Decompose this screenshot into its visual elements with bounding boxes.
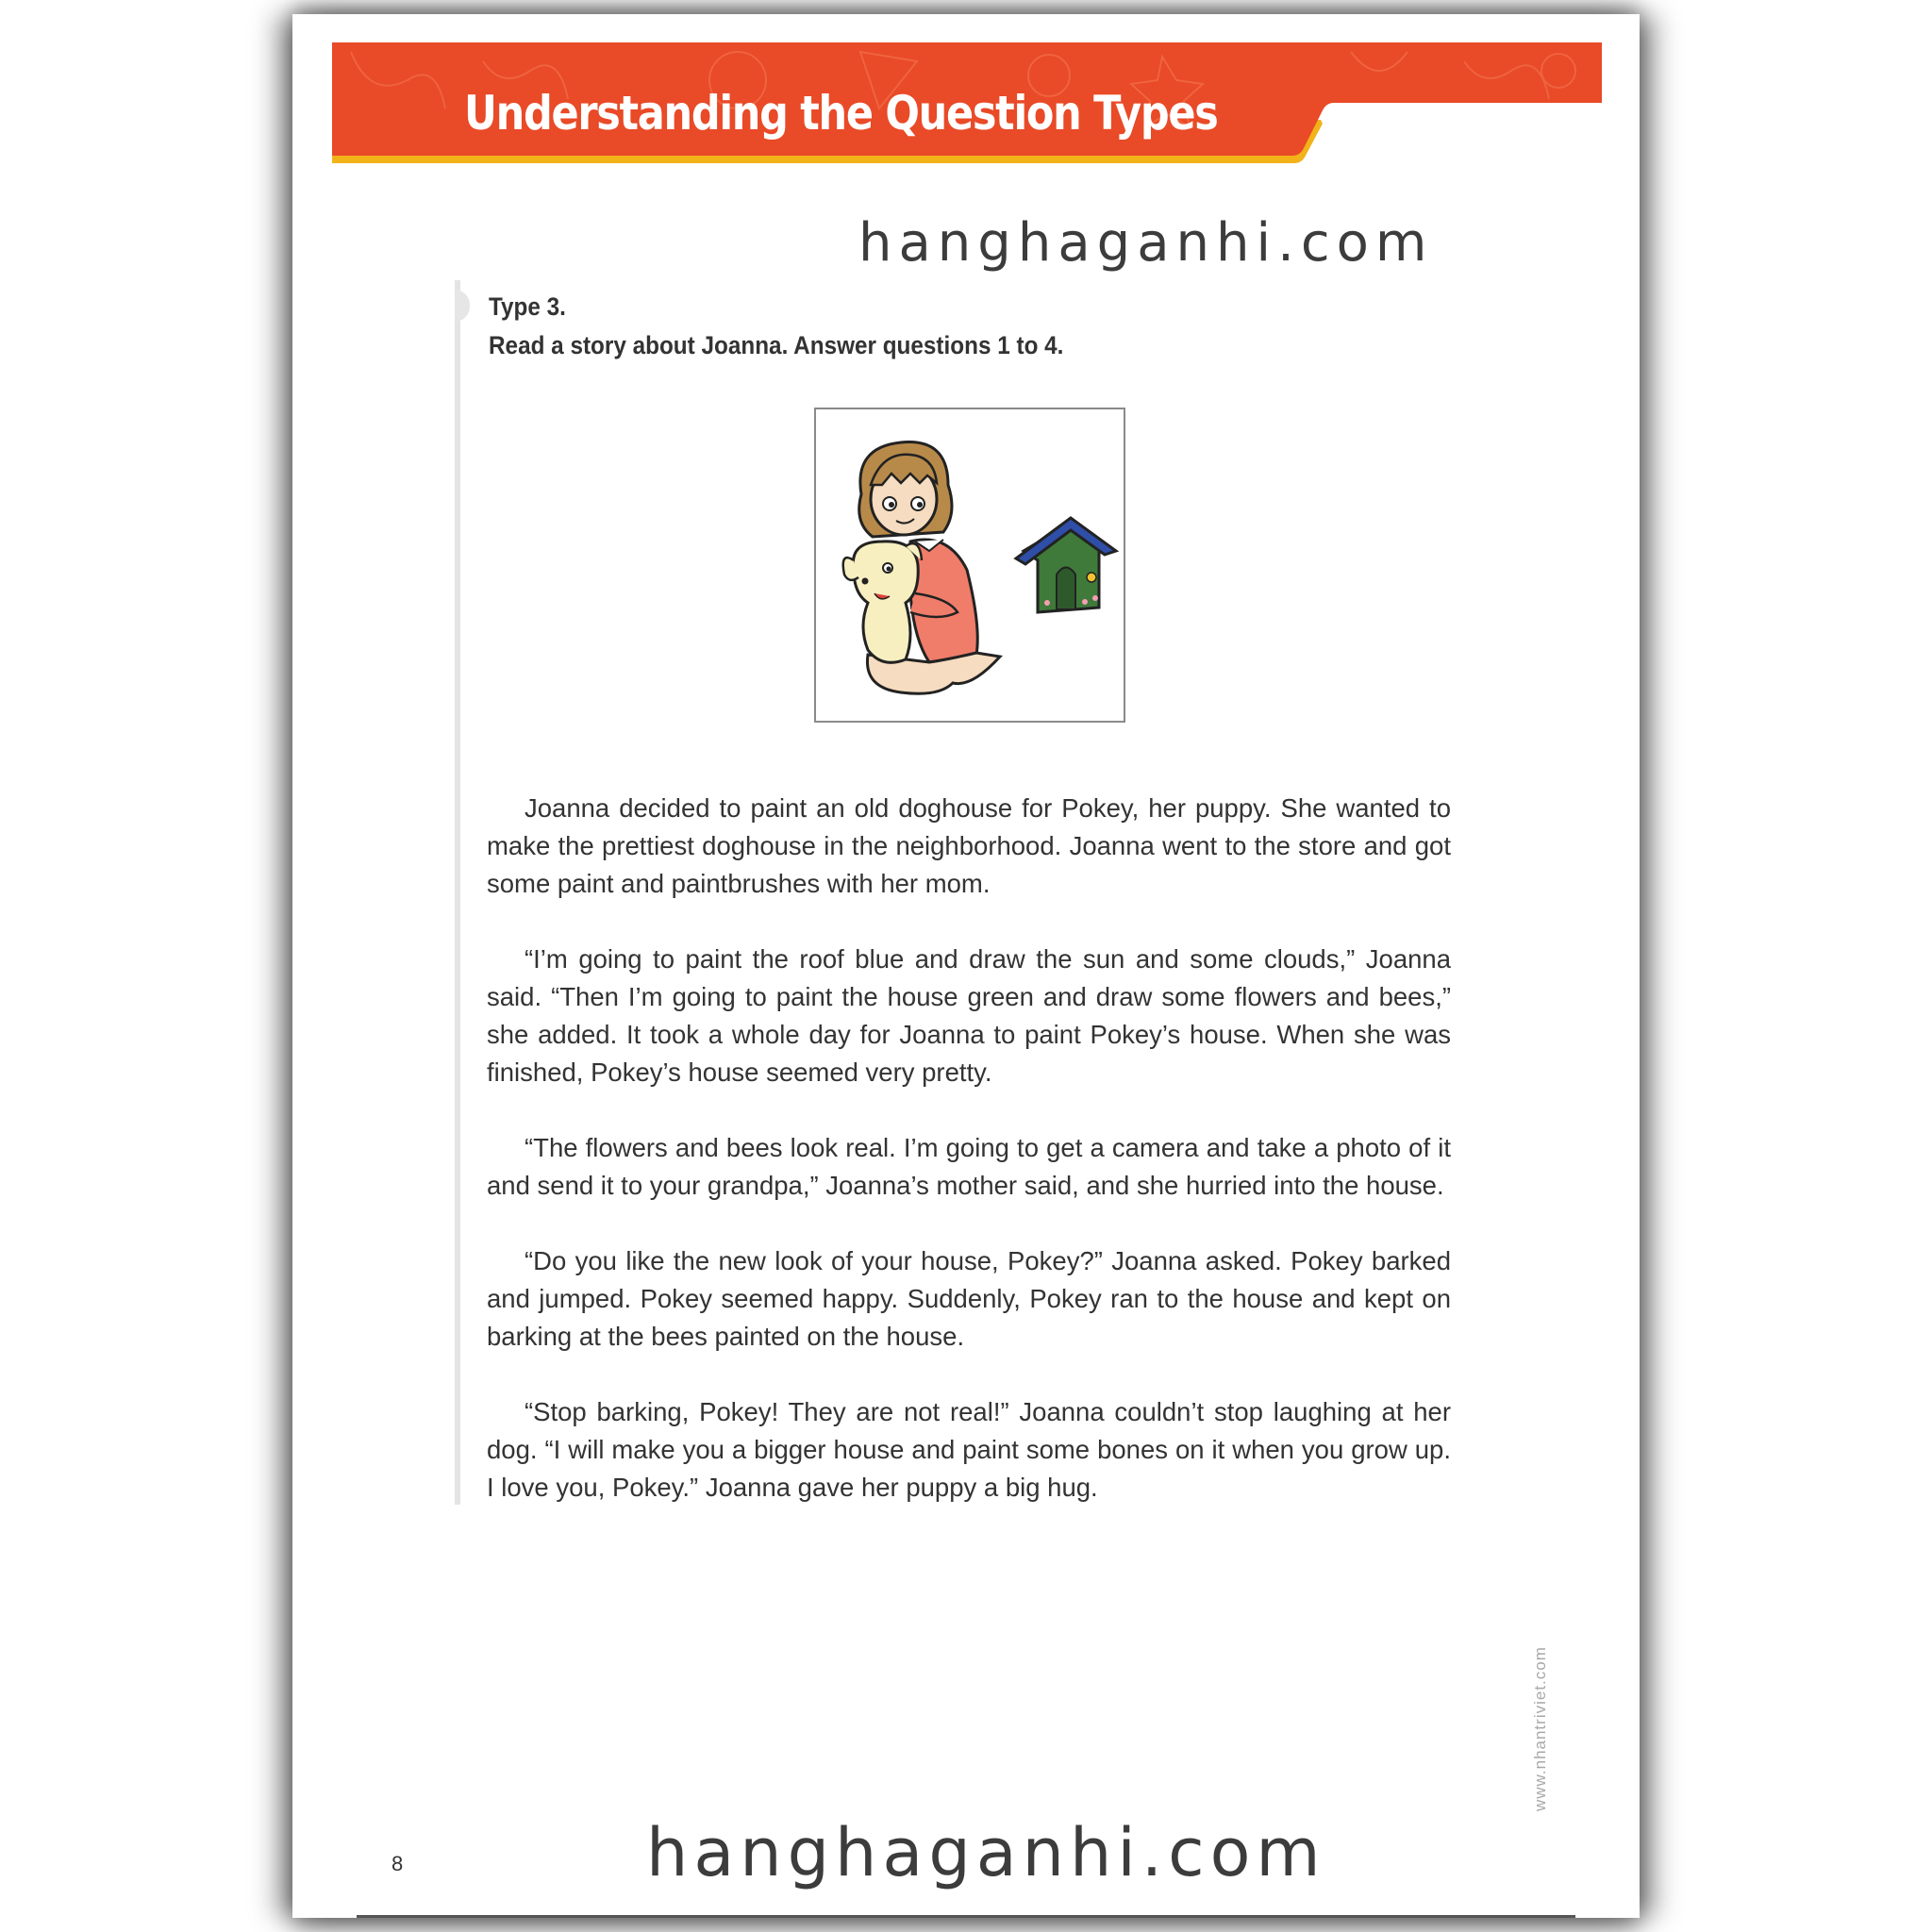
- story-paragraph-5: “Stop barking, Pokey! They are not real!” Joanna couldn’t stop laughing at her dog. “I will make you a bigger house and paint some bones on it when you grow up. I love you, Pokey.” Joanna gave her puppy a big hug.: [487, 1397, 1451, 1502]
- watermark-bottom: hanghaganhi.com: [646, 1814, 1326, 1891]
- page-number: 8: [391, 1852, 404, 1875]
- page-bottom-rule: [357, 1915, 1575, 1918]
- question-type-heading: Type 3.: [489, 292, 566, 321]
- story-paragraph-4: “Do you like the new look of your house, Pokey?” Joanna asked. Pokey barked and jumped. Pokey seemed happy. Suddenly, Pokey ran to the house and kept on barking at the bees painted on the house.: [487, 1246, 1451, 1351]
- story-text: [487, 790, 1451, 1544]
- watermark-top: hanghaganhi.com: [858, 212, 1434, 274]
- section-banner: [332, 42, 1602, 165]
- story-paragraph-3: “The flowers and bees look real. I’m going to get a camera and take a photo of it and send it to your grandpa,” Joanna’s mother said, and she hurried into the house.: [487, 1133, 1451, 1200]
- question-instruction: Read a story about Joanna. Answer questions 1 to 4.: [489, 331, 1064, 359]
- story-paragraph-2: “I’m going to paint the roof blue and draw the sun and some clouds,” Joanna said. “Then I’m going to paint the house green and draw some flowers and bees,” she added. It took a whole day for Joanna to paint Pokey’s house. When she was finished, Pokey’s house seemed very pretty.: [487, 944, 1451, 1087]
- girl-hugging-puppy-image: [816, 409, 1124, 721]
- story-paragraph-1: Joanna decided to paint an old doghouse for Pokey, her puppy. She wanted to make the prettiest doghouse in the neighborhood. Joanna went to the store and got some paint and paintbrushes with her mom.: [487, 793, 1451, 898]
- story-illustration: [814, 408, 1125, 723]
- publisher-url: www.nhantriviet.com: [1531, 1646, 1549, 1811]
- section-side-bar: [455, 280, 460, 1505]
- banner-title: Understanding the Question Types: [464, 86, 1218, 141]
- section-side-tab: [455, 290, 470, 322]
- book-page: [292, 14, 1640, 1918]
